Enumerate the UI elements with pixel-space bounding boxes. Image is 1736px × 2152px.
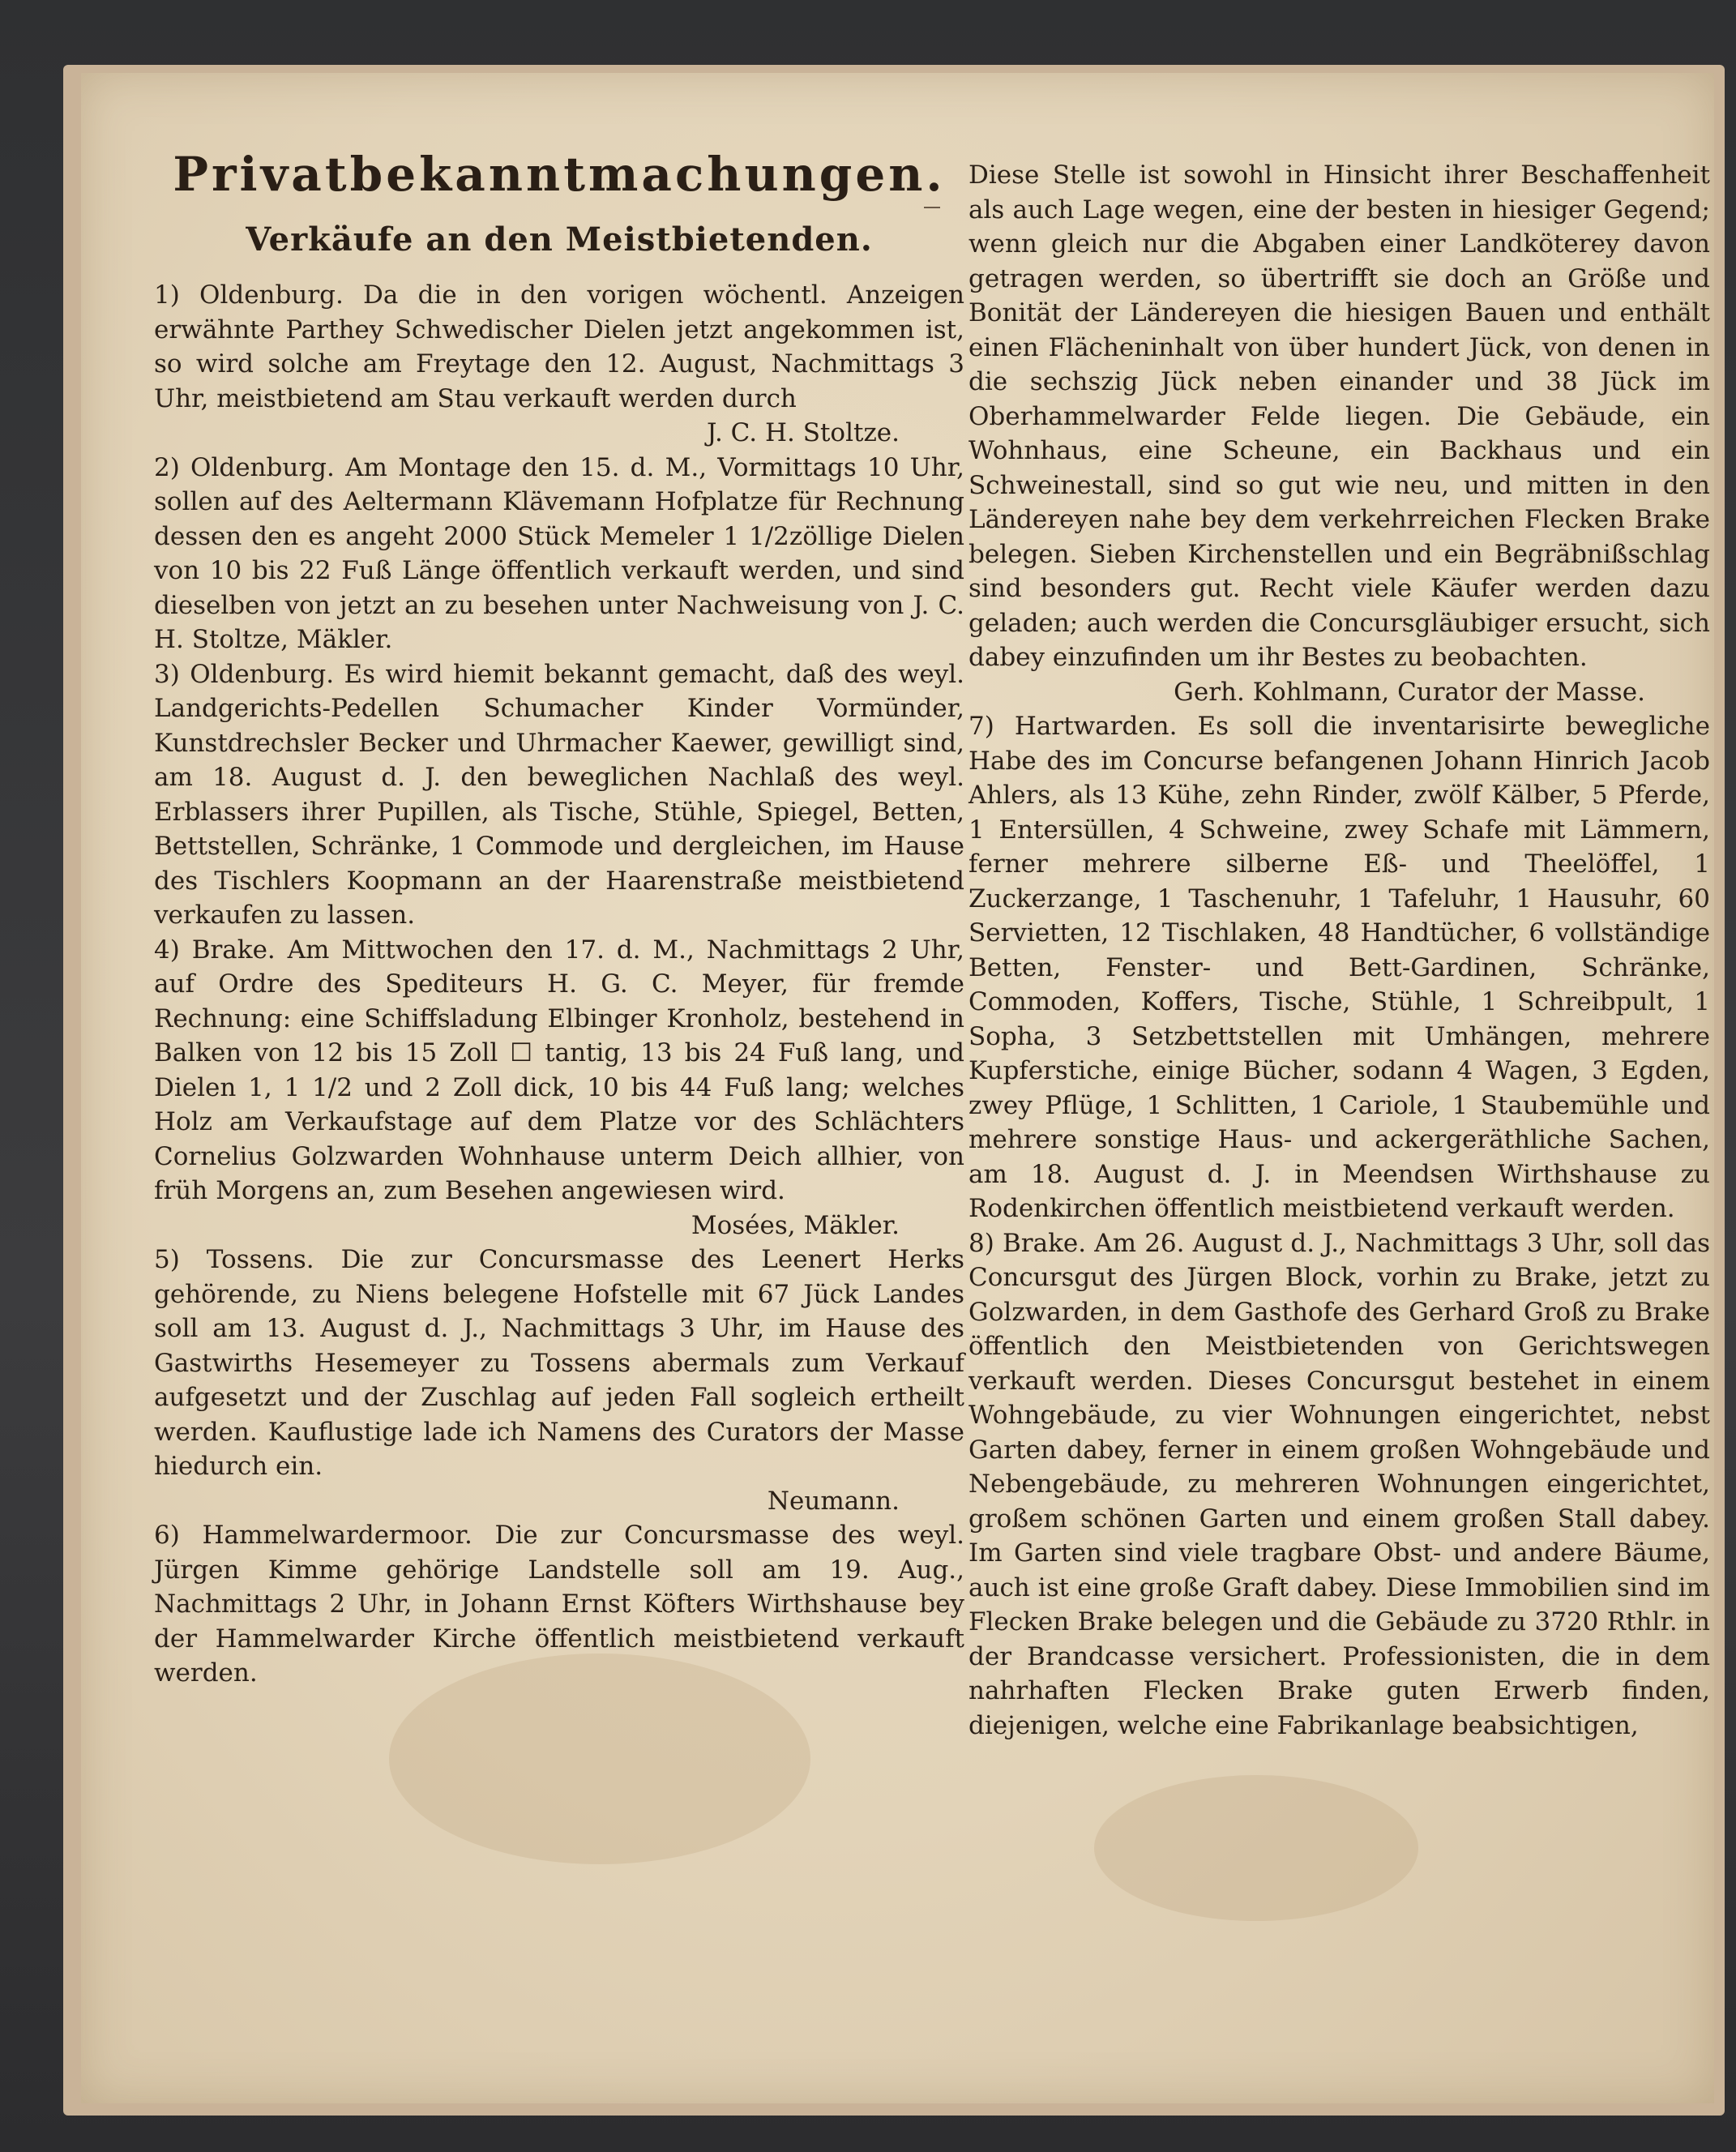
right-column [968, 158, 1710, 1743]
entry-6-text-continued: Diese Stelle ist sowohl in Hinsicht ihrer Beschaffenheit als auch Lage wegen, eine der besten in hiesiger Gegend; wenn gleich nur die Abgaben einer Landköterey davon getragen werden, so übertrifft sie doch an Größe und Bonität der Ländereyen die hiesigen Bauen und enthält einen Flächeninhalt von über hundert Jück, von denen in die sechszig Jück neben einander und 38 Jück im Oberhammelwarder Felde liegen. Die Gebäude, ein Wohnhaus, eine Scheune, ein Backhaus und ein Schweinestall, sind so gut wie neu, und mitten in den Ländereyen nahe bey dem verkehrreichen Flecken Brake belegen. Sieben Kirchenstellen und ein Begräbnißschlag sind besonders gut. Recht viele Käufer werden dazu geladen; auch werden die Concursgläubiger ersucht, sich dabey einzufinden um ihr Bestes zu beobachten. [968, 160, 1710, 672]
left-column [154, 142, 964, 1691]
entry-8-text: 8) Brake. Am 26. August d. J., Nachmittags 3 Uhr, soll das Concursgut des Jürgen Block, vorhin zu Brake, jetzt zu Golzwarden, in dem Gasthofe des Gerhard Groß zu Brake öffentlich den Meistbietenden von Gerichtswegen verkauft werden. Dieses Concursgut bestehet in einem Wohngebäude, zu vier Wohnungen eingerichtet, nebst Garten dabey, ferner in einem großen Wohngebäude und Nebengebäude, zu mehreren Wohnungen eingerichtet, großem schönen Garten und einem großen Stall dabey. Im Garten sind viele tragbare Obst- und andere Bäume, auch ist eine große Graft dabey. Diese Immobilien sind im Flecken Brake belegen und die Gebäude zu 3720 Rthlr. in der Brandcasse versichert. Professionisten, die in dem nahrhaften Flecken Brake guten Erwerb finden, diejenigen, welche eine Fabrikanlage beabsichtigen, [968, 1228, 1710, 1740]
entry-2-text: 2) Oldenburg. Am Montage den 15. d. M., Vormittags 10 Uhr, sollen auf des Aeltermann Klävemann Hofplatze für Rechnung dessen den es angeht 2000 Stück Memeler 1 1/2zöllige Dielen von 10 bis 22 Fuß Länge öffentlich verkauft werden, und sind dieselben von jetzt an zu besehen unter Nachweisung von J. C. H. Stoltze, Mäkler. [154, 452, 964, 654]
entry-7-text: 7) Hartwarden. Es soll die inventarisirte bewegliche Habe des im Concurse befangenen Johann Hinrich Jacob Ahlers, als 13 Kühe, zehn Rinder, zwölf Kälber, 5 Pferde, 1 Entersüllen, 4 Schweine, zwey Schafe mit Lämmern, ferner mehrere silberne Eß- und Theelöffel, 1 Zuckerzange, 1 Taschenuhr, 1 Tafeluhr, 1 Hausuhr, 60 Servietten, 12 Tischlaken, 48 Handtücher, 6 vollständige Betten, Fenster- und Bett-Gardinen, Schränke, Commoden, Koffers, Tische, Stühle, 1 Schreibpult, 1 Sopha, 3 Setzbettstellen mit Umhängen, mehrere Kupferstiche, einige Bücher, sodann 4 Wagen, 3 Egden, zwey Pflüge, 1 Schlitten, 1 Cariole, 1 Staubemühle und mehrere sonstige Haus- und ackergeräthliche Sachen, am 18. August d. J. in Meendsen Wirthshause zu Rodenkirchen öffentlich meistbietend verkauft werden. [968, 712, 1710, 1223]
section-heading: Verkäufe an den Meistbietenden. [246, 220, 873, 259]
entry-5-text: 5) Tossens. Die zur Concursmasse des Leenert Herks gehörende, zu Niens belegene Hofstelle mit 67 Jück Landes soll am 13. August d. J., Nachmittags 3 Uhr, im Hause des Gastwirths Hesemeyer zu Tossens abermals zum Verkauf aufgesetzt und der Zuschlag auf jeden Fall sogleich ertheilt werden. Kauflustige lade ich Namens des Curators der Masse hiedurch ein. [154, 1245, 964, 1481]
page-heading: Privatbekanntmachungen. [173, 147, 946, 202]
entry-6-text-start: 6) Hammelwardermoor. Die zur Concursmasse des weyl. Jürgen Kimme gehörige Landstelle soll am 19. Aug., Nachmittags 2 Uhr, in Johann Ernst Köfters Wirthshause bey der Hammelwarder Kirche öffentlich meistbietend verkauft werden. [154, 1521, 964, 1688]
entry-6-signature: Gerh. Kohlmann, Curator der Masse. [1174, 677, 1645, 707]
entry-4-signature: Mosées, Mäkler. [691, 1210, 900, 1240]
paper-stain [1094, 1775, 1418, 1921]
entry-1-signature: J. C. H. Stoltze. [706, 418, 900, 447]
entry-4-text: 4) Brake. Am Mittwochen den 17. d. M., Nachmittags 2 Uhr, auf Ordre des Spediteurs H. G. C. Meyer, für fremde Rechnung: eine Schiffsladung Elbinger Kronholz, bestehend in Balken von 12 bis 15 Zoll ☐ tantig, 13 bis 24 Fuß lang, und Dielen 1, 1 1/2 und 2 Zoll dick, 10 bis 44 Fuß lang; welches Holz am Verkaufstage auf dem Platze vor des Schlächters Cornelius Golzwarden Wohnhause unterm Deich allhier, von früh Morgens an, zum Besehen angewiesen wird. [154, 935, 964, 1205]
entry-1-text: 1) Oldenburg. Da die in den vorigen wöchentl. Anzeigen erwähnte Parthey Schwedischer Dielen jetzt angekommen ist, so wird solche am Freytage den 12. August, Nachmittags 3 Uhr, meistbietend am Stau verkauft werden durch [154, 280, 964, 413]
entry-3-text: 3) Oldenburg. Es wird hiemit bekannt gemacht, daß des weyl. Landgerichts-Pedellen Schumacher Kinder Vormünder, Kunstdrechsler Becker und Uhrmacher Kaewer, gewilligt sind, am 18. August d. J. den beweglichen Nachlaß des weyl. Erblassers ihrer Pupillen, als Tische, Stühle, Spiegel, Betten, Bettstellen, Schränke, 1 Commode und dergleichen, im Hause des Tischlers Koopmann an der Haarenstraße meistbietend verkaufen zu lassen. [154, 659, 964, 930]
entry-5-signature: Neumann. [767, 1486, 900, 1516]
